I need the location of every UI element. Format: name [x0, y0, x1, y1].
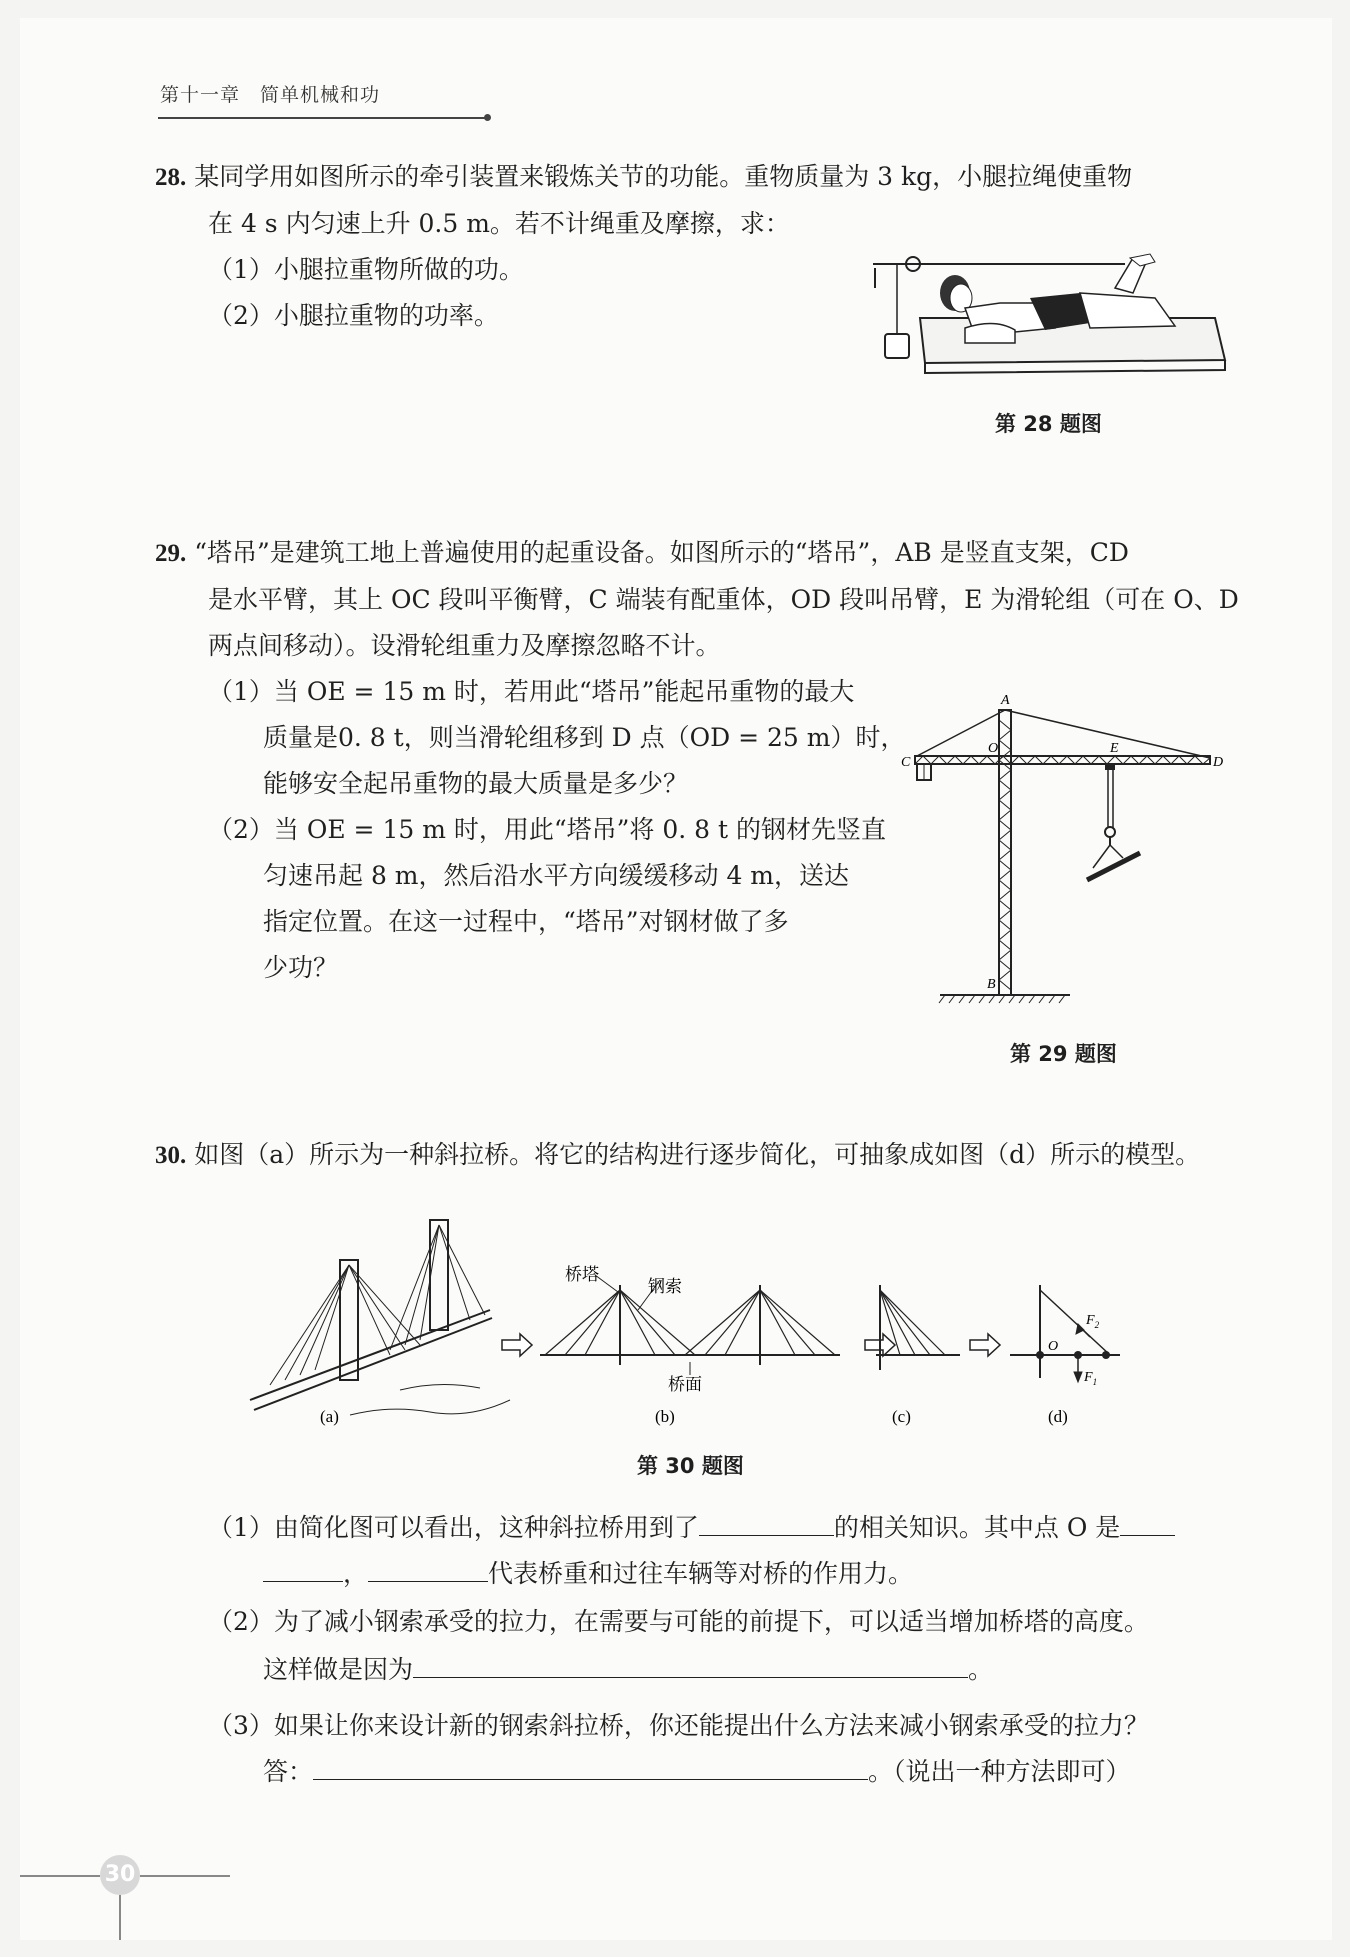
crane-label-c: C: [901, 755, 911, 770]
q28-sub1: （1）小腿拉重物所做的功。: [208, 255, 524, 284]
crane-label-a: A: [1001, 693, 1010, 708]
q30-sub1-text-c: ，: [343, 1559, 369, 1588]
blank-reason[interactable]: [413, 1653, 968, 1678]
q29-sub1-l3: 能够安全起吊重物的最大质量是多少？: [263, 769, 689, 798]
q28-text-1: 某同学用如图所示的牵引装置来锻炼关节的功能。重物质量为 3 kg，小腿拉绳使重物: [194, 162, 1133, 191]
q30-sub3-row2: [263, 1752, 1131, 1788]
label-d: (d): [1048, 1407, 1068, 1426]
crane-label-o: O: [988, 741, 999, 756]
label-deck: 桥面: [668, 1375, 702, 1394]
q29-sub2-l3: 指定位置。在这一过程中，“塔吊”对钢材做了多: [263, 907, 789, 936]
q30-sub1-text-d: 代表桥重和过往车辆等对桥的作用力。: [488, 1559, 914, 1588]
q30-text-1: 如图（a）所示为一种斜拉桥。将它的结构进行逐步简化，可抽象成如图（d）所示的模型。: [194, 1140, 1201, 1169]
q30-sub2-l1: （2）为了减小钢索承受的拉力，在需要与可能的前提下，可以适当增加桥塔的高度。: [208, 1607, 1149, 1636]
q30-sub2-text: 这样做是因为: [263, 1655, 414, 1684]
blank-knowledge[interactable]: [699, 1511, 834, 1536]
crane-label-b: B: [987, 977, 996, 992]
q29-sub1-l2: 质量是0. 8 t，则当滑轮组移到 D 点（OD = 25 m）时，: [263, 723, 906, 752]
bridge-photo-a: [250, 1220, 510, 1415]
q29-line2: 是水平臂，其上 OC 段叫平衡臂，C 端装有配重体，OD 段叫吊臂，E 为滑轮组（可在 O、D: [208, 585, 1239, 614]
page-number: 30: [100, 1855, 140, 1895]
q28-caption: 第 28 题图: [995, 412, 1102, 436]
label-tower: 桥塔: [565, 1265, 599, 1284]
q30-sub1-text-b: 的相关知识。其中点 O 是: [833, 1513, 1121, 1542]
blank-point-o-2[interactable]: [263, 1557, 343, 1582]
q29-text-1: “塔吊”是建筑工地上普遍使用的起重设备。如图所示的“塔吊”，AB 是竖直支架，CD: [194, 538, 1129, 567]
q29-sub2-l1: （2）当 OE = 15 m 时，用此“塔吊”将 0. 8 t 的钢材先竖直: [208, 815, 887, 844]
page-number-rule-left: [20, 1875, 100, 1877]
q28-figure: [865, 248, 1235, 388]
page-number-stem: [119, 1895, 121, 1940]
q29-line1: [155, 533, 1129, 569]
point-o: [1036, 1351, 1044, 1359]
crane-label-e: E: [1110, 741, 1119, 756]
header-rule-dot: [484, 114, 491, 121]
q29-sub2-l2: 匀速吊起 8 m，然后沿水平方向缓缓移动 4 m，送达: [263, 861, 850, 890]
blank-force[interactable]: [368, 1557, 488, 1582]
q30-sub1-text-a: （1）由简化图可以看出，这种斜拉桥用到了: [208, 1513, 699, 1542]
q30-sub2-row2: [263, 1650, 993, 1686]
label-f1: $F_1$: [1084, 1370, 1098, 1387]
q30-number: 30.: [155, 1142, 187, 1169]
q30-sub1-row2: [263, 1554, 913, 1590]
bridge-model-c: [876, 1285, 960, 1370]
blank-point-o-1[interactable]: [1120, 1511, 1175, 1536]
q29-sub1-l1: （1）当 OE = 15 m 时，若用此“塔吊”能起吊重物的最大: [208, 677, 855, 706]
q30-sub3-end: 。（说出一种方法即可）: [868, 1757, 1131, 1786]
q29-sub2-l4: 少功？: [263, 953, 339, 982]
q30-bridge-figure: [240, 1200, 1140, 1440]
q30-sub1-row1: [208, 1508, 1175, 1544]
chapter-header: 第十一章 简单机械和功: [160, 84, 381, 106]
q30-sub3-l1: （3）如果让你来设计新的钢索斜拉桥，你还能提出什么方法来减小钢索承受的拉力？: [208, 1711, 1149, 1740]
point-f1: [1074, 1351, 1082, 1359]
q30-line1: [155, 1135, 1200, 1171]
q30-sub3-text: 答：: [263, 1757, 314, 1786]
q30-sub2-end: 。: [968, 1655, 994, 1684]
bridge-model-b: [540, 1275, 840, 1375]
q29-caption: 第 29 题图: [1010, 1042, 1117, 1066]
q30-caption: 第 30 题图: [637, 1454, 744, 1478]
q29-crane-figure: [895, 690, 1235, 1010]
crane-label-d: D: [1213, 755, 1224, 770]
label-cable: 钢索: [648, 1277, 682, 1296]
q28-sub2: （2）小腿拉重物的功率。: [208, 301, 499, 330]
label-f2: $F_2$: [1086, 1313, 1100, 1330]
q29-line3: 两点间移动）。设滑轮组重力及摩擦忽略不计。: [208, 631, 721, 660]
q28-line2: 在 4 s 内匀速上升 0.5 m。若不计绳重及摩擦，求：: [208, 209, 790, 238]
label-o: O: [1048, 1339, 1059, 1354]
blank-method[interactable]: [313, 1755, 868, 1780]
point-f2: [1102, 1351, 1110, 1359]
lever-model-d: [1010, 1285, 1120, 1382]
page-number-rule-right: [140, 1875, 230, 1877]
label-b: (b): [655, 1407, 675, 1426]
label-c: (c): [892, 1407, 911, 1426]
q28-number: 28.: [155, 164, 187, 191]
q29-number: 29.: [155, 540, 187, 567]
q28-line1: [155, 157, 1132, 193]
header-rule: [158, 117, 488, 119]
label-a: (a): [320, 1407, 339, 1426]
